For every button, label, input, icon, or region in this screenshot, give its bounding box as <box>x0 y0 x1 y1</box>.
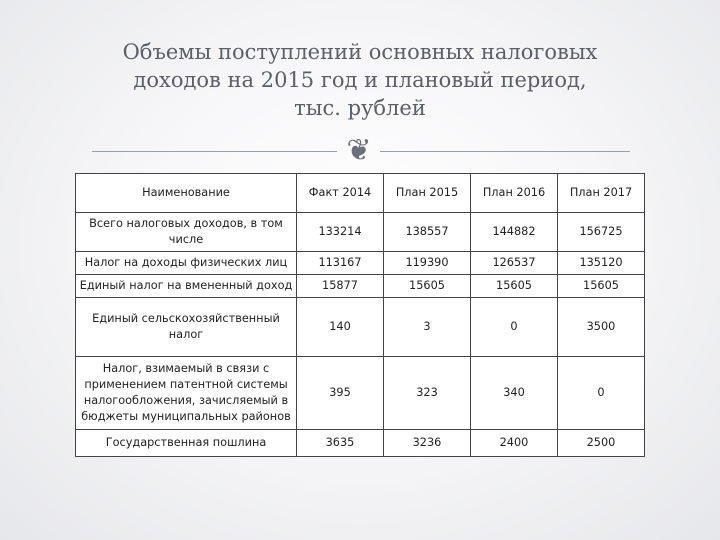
cell-value: 0 <box>471 298 558 357</box>
cell-value: 15877 <box>297 275 384 298</box>
cell-value: 133214 <box>297 213 384 252</box>
slide-title-line-1: Объемы поступлений основных налоговых <box>122 40 598 64</box>
table-row <box>76 357 645 430</box>
cell-value: 2500 <box>558 430 645 457</box>
cell-value: 340 <box>471 357 558 430</box>
divider-left <box>92 151 337 152</box>
header-cell-name: Наименование <box>76 174 297 213</box>
slide-title <box>60 38 660 122</box>
table-row <box>76 252 645 275</box>
cell-value: 140 <box>297 298 384 357</box>
cell-value: 135120 <box>558 252 645 275</box>
row-name: Государственная пошлина <box>76 430 297 457</box>
row-name: Единый сельскохозяйственный налог <box>76 298 297 357</box>
header-cell-plan-2017: План 2017 <box>558 174 645 213</box>
slide-title-line-3: тыс. рублей <box>294 96 426 120</box>
cell-value: 323 <box>384 357 471 430</box>
cell-value: 0 <box>558 357 645 430</box>
cell-value: 15605 <box>384 275 471 298</box>
table-row <box>76 430 645 457</box>
cell-value: 15605 <box>558 275 645 298</box>
row-name: Единый налог на вмененный доход <box>76 275 297 298</box>
table-row <box>76 275 645 298</box>
cell-value: 2400 <box>471 430 558 457</box>
cell-value: 144882 <box>471 213 558 252</box>
tax-revenue-table <box>75 173 645 457</box>
table-row <box>76 298 645 357</box>
row-name: Налог на доходы физических лиц <box>76 252 297 275</box>
header-cell-plan-2016: План 2016 <box>471 174 558 213</box>
cell-value: 15605 <box>471 275 558 298</box>
table-header-row <box>76 174 645 213</box>
cell-value: 3236 <box>384 430 471 457</box>
cell-value: 119390 <box>384 252 471 275</box>
cell-value: 126537 <box>471 252 558 275</box>
decorative-swirl-icon: ❦ <box>346 133 372 168</box>
header-cell-fact-2014: Факт 2014 <box>297 174 384 213</box>
cell-value: 138557 <box>384 213 471 252</box>
cell-value: 156725 <box>558 213 645 252</box>
slide-title-line-2: доходов на 2015 год и плановый период, <box>133 68 587 92</box>
table-row <box>76 213 645 252</box>
cell-value: 3635 <box>297 430 384 457</box>
divider-right <box>380 151 630 152</box>
header-cell-plan-2015: План 2015 <box>384 174 471 213</box>
cell-value: 3 <box>384 298 471 357</box>
cell-value: 3500 <box>558 298 645 357</box>
cell-value: 113167 <box>297 252 384 275</box>
row-name: Налог, взимаемый в связи с применением патентной системы налогообложения, зачисляемый в бюджеты муниципальных районов <box>76 357 297 430</box>
row-name: Всего налоговых доходов, в том числе <box>76 213 297 252</box>
cell-value: 395 <box>297 357 384 430</box>
